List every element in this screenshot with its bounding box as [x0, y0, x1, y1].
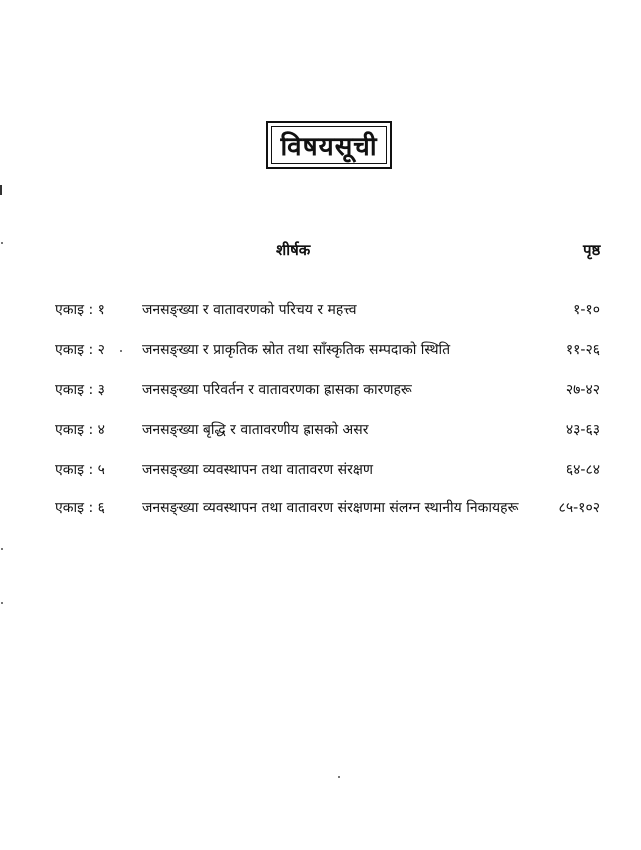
page-title: विषयसूची — [271, 126, 387, 164]
page-range: ११-२६ — [565, 342, 600, 358]
topic-title: जनसङ्ख्या बृद्धि र वातावरणीय ह्रासको असर — [142, 422, 369, 438]
scan-speck — [1, 548, 3, 550]
topic-column-header: शीर्षक — [276, 241, 311, 259]
page-range: ६४-८४ — [565, 462, 600, 478]
topic-title: जनसङ्ख्या र प्राकृतिक स्रोत तथा साँस्कृतिक सम्पदाको स्थिति — [142, 342, 451, 358]
unit-number: एकाइ : ५ — [55, 462, 105, 478]
page-range: ८५-१०२ — [558, 500, 600, 516]
scan-margin-mark — [0, 185, 2, 195]
scan-speck — [120, 350, 122, 352]
unit-number: एकाइ : २ — [55, 342, 105, 358]
topic-title: जनसङ्ख्या व्यवस्थापन तथा वातावरण संरक्षण — [142, 462, 373, 478]
page-column-header: पृष्ठ — [583, 241, 601, 259]
unit-number: एकाइ : ६ — [55, 500, 105, 516]
unit-number: एकाइ : ४ — [55, 422, 105, 438]
topic-title: जनसङ्ख्या व्यवस्थापन तथा वातावरण संरक्षणमा संलग्न स्थानीय निकायहरू — [142, 500, 519, 516]
page-range: ४३-६३ — [565, 422, 600, 438]
unit-number: एकाइ : १ — [55, 302, 105, 318]
topic-title: जनसङ्ख्या र वातावरणको परिचय र महत्त्व — [142, 302, 357, 318]
unit-number: एकाइ : ३ — [55, 382, 105, 398]
scan-speck — [1, 242, 3, 244]
page-range: २७-४२ — [565, 382, 600, 398]
title-frame — [266, 121, 392, 169]
topic-title: जनसङ्ख्या परिवर्तन र वातावरणका ह्रासका कारणहरू — [142, 382, 412, 398]
page-range: १-१० — [573, 302, 600, 318]
scan-speck — [338, 776, 340, 778]
scan-speck — [1, 602, 3, 604]
